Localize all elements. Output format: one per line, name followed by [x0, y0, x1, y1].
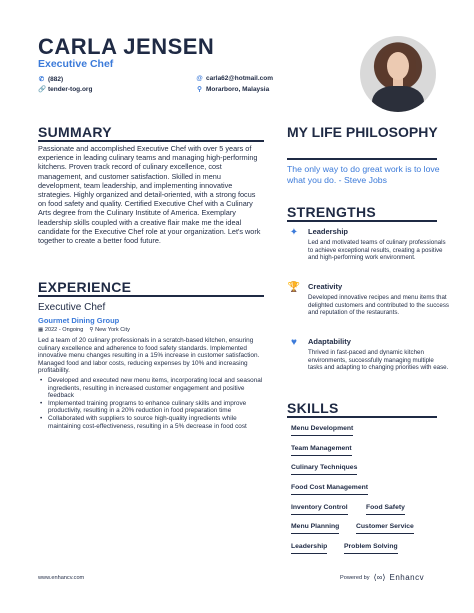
location-contact [196, 85, 269, 93]
summary-divider [38, 140, 264, 142]
location-pin-icon: ⚲ [89, 327, 96, 333]
skill-tag: Team Management [291, 445, 352, 456]
job-dates: 2022 - Ongoing [44, 327, 84, 333]
job-meta [38, 327, 130, 333]
brand-name: Enhancv [389, 573, 425, 582]
list-item: • Collaborated with suppliers to source high-quality ingredients while maintaining cost-effectiveness, resulting in a 5% decrease in food cost [40, 415, 266, 430]
job-dates-item [38, 327, 83, 333]
candidate-role: Executive Chef [38, 58, 114, 70]
strength-desc: Led and motivated teams of culinary professionals to achieve exceptional results, creating a positive and high-performing work environment. [308, 239, 446, 262]
skill-tag: Problem Solving [344, 543, 398, 554]
skill-tag: Food Safety [366, 504, 405, 515]
at-icon: @ [196, 75, 203, 82]
skill-tag: Menu Development [291, 425, 353, 436]
skill-tag: Inventory Control [291, 504, 348, 515]
phone-contact [38, 75, 63, 83]
skills-heading: SKILLS [287, 400, 339, 416]
profile-photo [360, 36, 436, 112]
enhancv-logo-icon: ⟨∞⟩ [373, 573, 386, 582]
location-text: Morarboro, Malaysia [206, 85, 270, 93]
heart-icon: ♥ [291, 337, 297, 348]
job-description: Led a team of 20 culinary professionals in a scratch-based kitchen, ensuring culinary excellence and adherence to food safety standards. Implemented innovative menu changes resulting in a 15% increase in customer satisfaction. Managed food and labor costs, reducing expenses by 10% and increasing profitability. [38, 337, 260, 375]
strength-desc: Thrived in fast-paced and dynamic kitchen environments, successfully managing multiple tasks and adapting to changing priorities with ease. [308, 349, 449, 372]
strength-desc: Developed innovative recipes and menu items that delighted customers and contributed to the success and reputation of the restaurants. [308, 294, 450, 317]
philosophy-divider [287, 158, 437, 160]
powered-by-text: Powered by [340, 574, 370, 581]
skill-tag: Menu Planning [291, 523, 339, 534]
phone-icon: ✆ [38, 76, 45, 83]
job-location-item [89, 327, 129, 333]
magic-wand-icon: ✦ [289, 227, 299, 238]
footer-branding [340, 573, 424, 582]
calendar-icon: ▦ [38, 327, 45, 333]
skills-divider [287, 416, 437, 418]
job-bullets [40, 377, 266, 430]
summary-heading: SUMMARY [38, 124, 112, 140]
trophy-icon: 🏆 [287, 282, 301, 293]
website-text[interactable]: tender-tog.org [48, 85, 93, 93]
candidate-name: CARLA JENSEN [38, 34, 215, 59]
strength-name: Adaptability [308, 337, 351, 346]
summary-text: Passionate and accomplished Executive Chef with over 5 years of experience in leading culinary teams and managing high-performing kitchens. Proven track record of culinary excellence, cost management, and customer satisfaction. Skilled in menu development, team leadership, and implementing innovative strategies. Highly organized and detail-oriented, with a strong focus on food safety and quality. Certified Executive Chef with a Culinary Arts degree from the Culinary Institute of America. Exemplary leadership skills coupled with a creative flair make me the ideal candidate for the Executive Chef role at your organization. Let's work together to create a better food future. [38, 144, 261, 246]
experience-divider [38, 295, 264, 297]
email-contact[interactable] [196, 75, 273, 82]
skill-tag: Culinary Techniques [291, 464, 357, 475]
job-location: New York City [95, 327, 130, 333]
philosophy-quote: The only way to do great work is to love what you do. - Steve Jobs [287, 164, 440, 185]
job-title: Executive Chef [38, 302, 106, 313]
email-text[interactable]: carla62@hotmail.com [206, 75, 274, 82]
skill-tag: Leadership [291, 543, 327, 554]
location-pin-icon: ⚲ [197, 86, 202, 93]
experience-heading: EXPERIENCE [38, 279, 132, 295]
strengths-divider [287, 220, 437, 222]
strengths-heading: STRENGTHS [287, 204, 377, 220]
strength-name: Leadership [308, 227, 349, 236]
link-icon: 🔗 [38, 86, 47, 93]
list-item: • Implemented training programs to enhance culinary skills and improve productivity, resulting in a 20% reduction in food preparation time [40, 400, 266, 415]
website-contact[interactable] [38, 85, 92, 93]
strength-name: Creativity [308, 282, 343, 291]
footer-website[interactable]: www.enhancv.com [38, 575, 85, 581]
phone-text: (882) [48, 75, 64, 83]
skill-tag: Customer Service [356, 523, 414, 534]
list-item: • Developed and executed new menu items, incorporating local and seasonal ingredients, resulting in increased customer engagement and positive feedback [40, 377, 266, 400]
company-name: Gourmet Dining Group [38, 316, 120, 325]
philosophy-heading: MY LIFE PHILOSOPHY [287, 124, 438, 140]
skill-tag: Food Cost Management [291, 484, 368, 495]
